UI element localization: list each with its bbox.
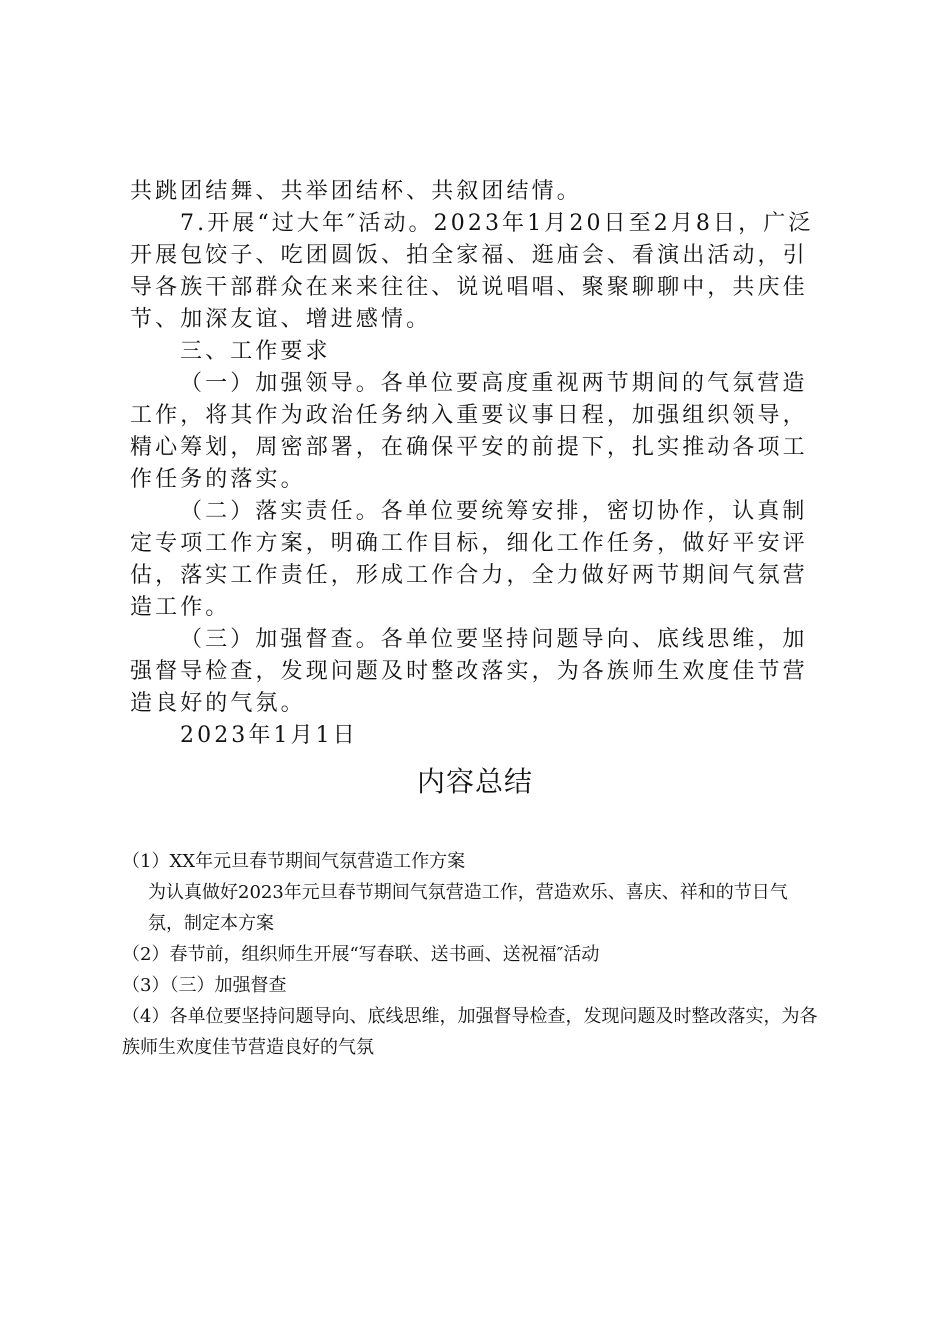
- summary-item: （1）XX年元旦春节期间气氛营造工作方案: [122, 851, 466, 872]
- paragraph-continuation: 共跳团结舞、共举团结杯、共叙团结情。: [130, 179, 582, 204]
- paragraph-supervision: （三）加强督查。各单位要坚持问题导向、底线思维，加强督导检查，发现问题及时整改落实，为各族师生欢度佳节营造良好的气氛。: [130, 627, 808, 716]
- section-heading-requirements: 三、工作要求: [180, 339, 331, 364]
- summary-item: （4）各单位要坚持问题导向、底线思维，加强督导检查，发现问题及时整改落实，为各族师生欢度佳节营造良好的气氛: [122, 1006, 818, 1058]
- summary-item: （3）（三）加强督查: [122, 975, 287, 996]
- summary-title: 内容总结: [416, 765, 533, 798]
- document-date: 2023年1月1日: [180, 723, 358, 748]
- paragraph-activity-7: 7.开展“过大年″活动。2023年1月20日至2月8日，广泛开展包饺子、吃团圆饭、拍全家福、逛庙会、看演出活动，引导各族干部群众在来来往往、说说唱唱、聚聚聊聊中，共庆佳节、加深友谊、增进感情。: [130, 211, 814, 332]
- summary-item: 为认真做好2023年元旦春节期间气氛营造工作，营造欢乐、喜庆、祥和的节日气氛，制定本方案: [148, 882, 788, 934]
- paragraph-responsibility: （二）落实责任。各单位要统筹安排，密切协作，认真制定专项工作方案，明确工作目标，细化工作任务，做好平安评估，落实工作责任，形成工作合力，全力做好两节期间气氛营造工作。: [130, 499, 808, 620]
- summary-list: [122, 846, 822, 1063]
- summary-item: （2）春节前，组织师生开展“写春联、送书画、送祝福″活动: [122, 944, 600, 965]
- document-body: [130, 176, 820, 752]
- paragraph-leadership: （一）加强领导。各单位要高度重视两节期间的气氛营造工作，将其作为政治任务纳入重要议事日程，加强组织领导，精心筹划，周密部署，在确保平安的前提下，扎实推动各项工作任务的落实。: [130, 371, 808, 492]
